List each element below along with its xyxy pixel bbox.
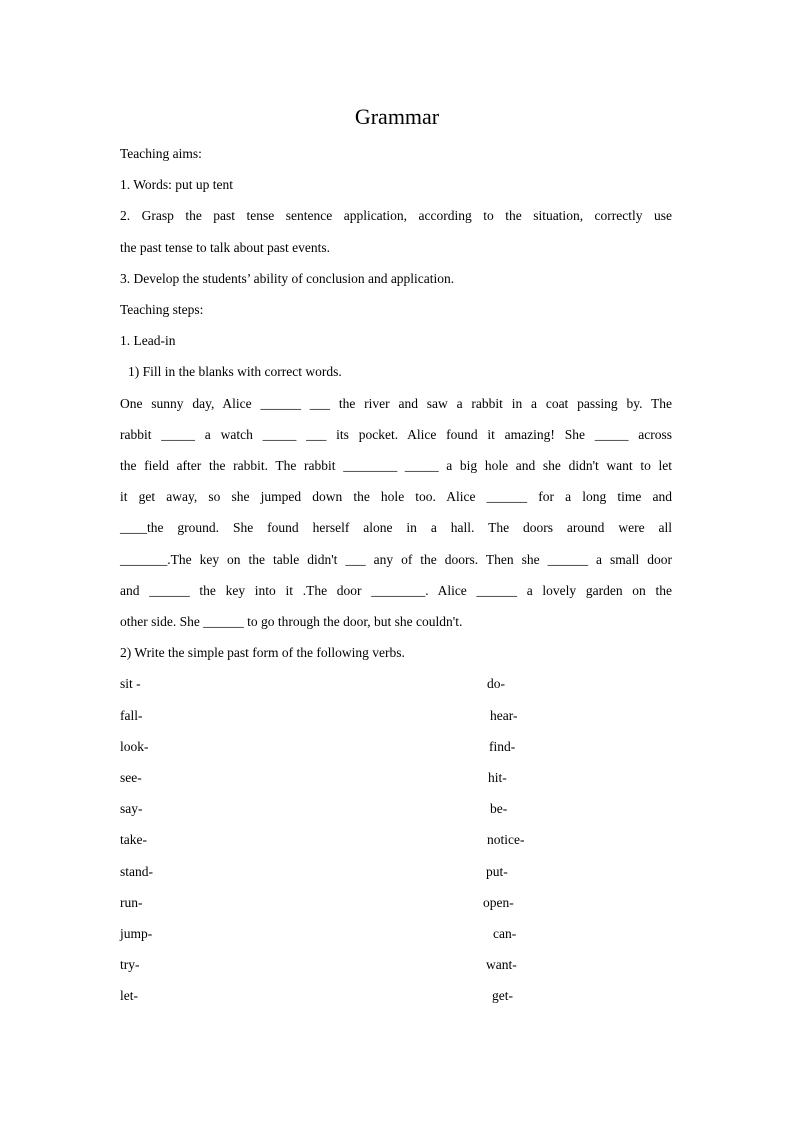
passage-line: it get away, so she jumped down the hole too. Alice ______ for a long time and bbox=[120, 489, 672, 505]
verb-row bbox=[120, 949, 672, 980]
aim-1: 1. Words: put up tent bbox=[120, 177, 234, 193]
passage-line: One sunny day, Alice ______ ___ the river and saw a rabbit in a coat passing by. The bbox=[120, 395, 672, 411]
passage-line: and ______ the key into it .The door ________. Alice ______ a lovely garden on the bbox=[120, 582, 672, 598]
verb-left: run- bbox=[120, 894, 143, 910]
passage-line: rabbit _____ a watch _____ ___ its pocket. Alice found it amazing! She _____ across bbox=[120, 426, 672, 442]
document-body bbox=[120, 138, 672, 1012]
task1-heading: 1) Fill in the blanks with correct words. bbox=[128, 364, 342, 380]
verb-row bbox=[120, 731, 672, 762]
verb-right: put- bbox=[486, 863, 508, 879]
verb-right: want- bbox=[486, 957, 517, 973]
verb-left: see- bbox=[120, 770, 142, 786]
verb-row bbox=[120, 793, 672, 824]
verb-row bbox=[120, 762, 672, 793]
aim-2: 2. Grasp the past tense sentence application, according to the situation, correctly use bbox=[120, 208, 672, 224]
passage-line: _______.The key on the table didn't ___ any of the doors. Then she ______ a small door bbox=[120, 551, 672, 567]
verb-left: fall- bbox=[120, 707, 143, 723]
verb-row bbox=[120, 856, 672, 887]
aim-3: 3. Develop the students’ ability of conclusion and application. bbox=[120, 270, 455, 286]
verb-right: hear- bbox=[490, 707, 518, 723]
verb-right: notice- bbox=[487, 832, 525, 848]
verb-left: look- bbox=[120, 738, 149, 754]
verb-row bbox=[120, 918, 672, 949]
verb-right: hit- bbox=[488, 770, 507, 786]
aims-heading: Teaching aims: bbox=[120, 146, 202, 161]
verb-left: sit - bbox=[120, 676, 141, 692]
verb-left: say- bbox=[120, 801, 143, 817]
fill-in-passage bbox=[120, 388, 672, 638]
verb-right: be- bbox=[490, 801, 508, 817]
verb-row bbox=[120, 887, 672, 918]
verb-right: do- bbox=[487, 676, 505, 692]
page-title: Grammar bbox=[354, 104, 440, 129]
verb-left: stand- bbox=[120, 863, 153, 879]
verb-left: try- bbox=[120, 957, 140, 973]
verb-right: get- bbox=[492, 988, 513, 1004]
aim-2-continued: the past tense to talk about past events. bbox=[120, 239, 330, 255]
verb-row bbox=[120, 668, 672, 699]
verb-left: let- bbox=[120, 988, 138, 1004]
task2-heading: 2) Write the simple past form of the following verbs. bbox=[120, 645, 405, 661]
verb-right: can- bbox=[493, 925, 517, 941]
leadin-heading: 1. Lead-in bbox=[120, 333, 176, 349]
steps-heading: Teaching steps: bbox=[120, 302, 204, 318]
verb-row bbox=[120, 700, 672, 731]
passage-line: the field after the rabbit. The rabbit ________ _____ a big hole and she didn't want to let bbox=[120, 458, 672, 474]
passage-last-line: other side. She ______ to go through the door, but she couldn't. bbox=[120, 614, 463, 630]
verb-left: jump- bbox=[120, 925, 153, 941]
verb-list bbox=[120, 668, 672, 1011]
verb-right: open- bbox=[483, 894, 514, 910]
passage-line: ____the ground. She found herself alone in a hall. The doors around were all bbox=[120, 520, 672, 536]
verb-left: take- bbox=[120, 832, 147, 848]
verb-right: find- bbox=[489, 738, 516, 754]
verb-row bbox=[120, 824, 672, 855]
verb-row bbox=[120, 980, 672, 1011]
